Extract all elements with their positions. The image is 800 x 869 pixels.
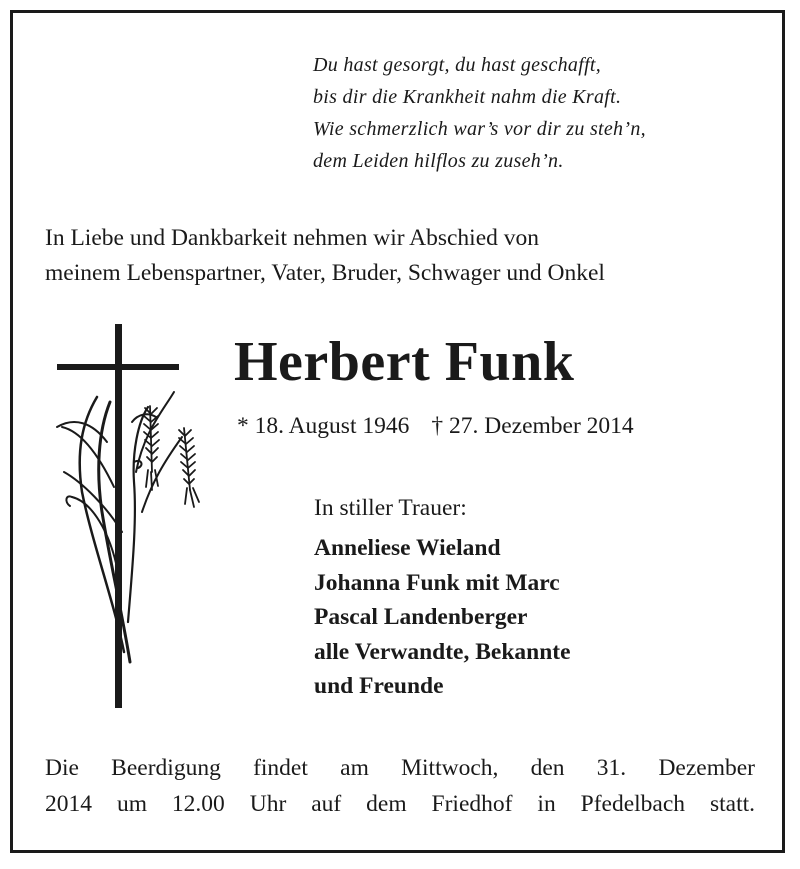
- poem-verse: [313, 49, 646, 177]
- funeral-info: [45, 750, 755, 822]
- mourner-name: und Freunde: [314, 673, 444, 699]
- poem-line: bis dir die Krankheit nahm die Kraft.: [313, 86, 622, 108]
- farewell-intro: [45, 221, 605, 291]
- funeral-line: Die Beerdigung findet am Mittwoch, den 31. Dezember: [45, 755, 755, 781]
- mourner-name: Pascal Landenberger: [314, 604, 528, 630]
- mourner-name: Anneliese Wieland: [314, 535, 501, 561]
- mourner-name: alle Verwandte, Bekannte: [314, 638, 571, 665]
- poem-line: Du hast gesorgt, du hast geschafft,: [313, 54, 602, 76]
- mourner-name: Johanna Funk mit Marc: [314, 569, 560, 596]
- poem-line: dem Leiden hilflos zu zuseh’n.: [313, 150, 564, 172]
- funeral-line: 2014 um 12.00 Uhr auf dem Friedhof in Pfedelbach statt.: [45, 791, 755, 817]
- intro-line: In Liebe und Dankbarkeit nehmen wir Abschied von: [45, 225, 540, 251]
- cross-with-wheat-icon: [52, 322, 212, 712]
- mourners-list: [314, 531, 571, 704]
- birth-date: * 18. August 1946: [237, 413, 410, 439]
- death-date: † 27. Dezember 2014: [431, 413, 634, 439]
- poem-line: Wie schmerzlich war’s vor dir zu steh’n,: [313, 118, 646, 140]
- life-dates: [237, 410, 634, 442]
- mourning-label: In stiller Trauer:: [314, 495, 467, 521]
- intro-line: meinem Lebenspartner, Vater, Bruder, Schwager und Onkel: [45, 260, 605, 286]
- deceased-name: Herbert Funk: [234, 331, 575, 393]
